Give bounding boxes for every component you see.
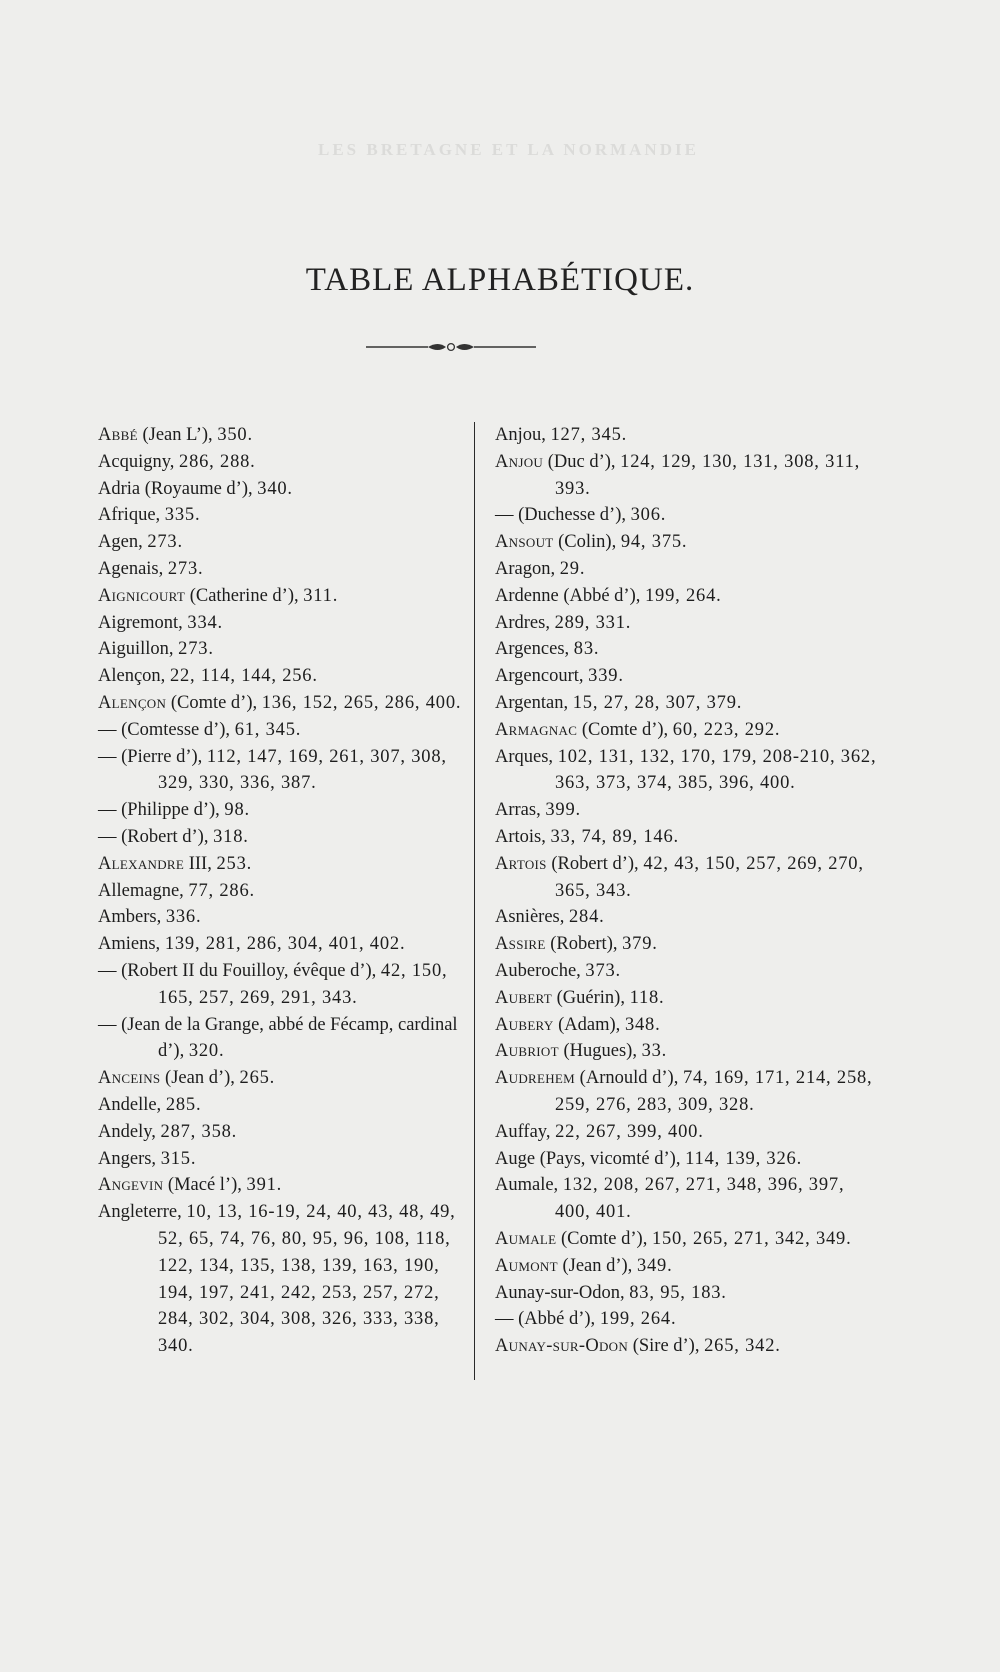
index-entry: [98, 610, 463, 637]
entry-page-numbers: 15, 27, 28, 307, 379.: [572, 692, 743, 713]
index-entry: [98, 1199, 463, 1360]
entry-label: Agenais,: [98, 558, 168, 579]
entry-label: Auffay,: [495, 1121, 556, 1142]
entry-page-numbers: 273.: [147, 532, 183, 553]
entry-label: (Robert d’),: [546, 853, 644, 874]
entry-label: Afrique,: [98, 505, 165, 526]
entry-surname: Anjou: [495, 451, 544, 472]
entry-page-numbers: 334.: [187, 612, 223, 633]
entry-label: Artois,: [495, 826, 551, 847]
entry-page-numbers: 399.: [545, 800, 581, 821]
entry-label: Argences,: [495, 639, 574, 660]
entry-page-numbers: 286, 288.: [179, 451, 256, 472]
index-entry: [495, 1119, 880, 1146]
entry-page-numbers: 118.: [629, 987, 665, 1008]
index-entry: [495, 502, 880, 529]
entry-label: (Comte d’),: [166, 692, 262, 713]
index-entry: [98, 797, 463, 824]
entry-label: Argentan,: [495, 692, 573, 713]
entry-surname: Ansout: [495, 532, 554, 553]
entry-label: Argencourt,: [495, 666, 589, 687]
show-through-heading: LES BRETAGNE ET LA NORMANDIE: [318, 140, 699, 159]
index-entry: [495, 1012, 880, 1039]
entry-surname: Alexandre: [98, 853, 185, 874]
entry-page-numbers: 124, 129, 130, 131, 308, 311, 393.: [555, 451, 861, 499]
index-entry: [495, 1146, 880, 1173]
entry-label: — (Robert d’),: [98, 826, 214, 847]
index-entry: [98, 663, 463, 690]
entry-surname: Armagnac: [495, 719, 578, 740]
entry-page-numbers: 139, 281, 286, 304, 401, 402.: [164, 934, 406, 955]
entry-page-numbers: 265, 342.: [704, 1336, 781, 1357]
entry-label: (Duc d’),: [543, 451, 621, 472]
entry-label: Aiguillon,: [98, 639, 179, 660]
index-entry: [98, 851, 463, 878]
entry-label: (Arnould d’),: [575, 1068, 683, 1089]
index-entry: [98, 878, 463, 905]
entry-label: (Adam),: [553, 1014, 625, 1035]
entry-label: (Jean L’),: [137, 425, 218, 445]
entry-surname: Aumale: [495, 1228, 557, 1249]
index-entry: [98, 1092, 463, 1119]
entry-label: Angers,: [98, 1148, 161, 1169]
index-entry: [495, 583, 880, 610]
entry-label: Andely,: [98, 1121, 161, 1142]
entry-page-numbers: 391.: [246, 1175, 283, 1196]
entry-label: Arras,: [495, 800, 546, 821]
index-entry: [98, 744, 463, 798]
entry-label: (Colin),: [553, 532, 621, 553]
index-entry: [495, 958, 880, 985]
entry-label: Ardenne (Abbé d’),: [495, 585, 645, 606]
entry-page-numbers: 253.: [216, 853, 253, 874]
entry-page-numbers: 114, 139, 326.: [685, 1148, 802, 1169]
entry-label: (Hugues),: [558, 1041, 642, 1062]
index-entry: [98, 1119, 463, 1146]
entry-label: — (Jean de la Grange, abbé de Fécamp, cardinal d’),: [98, 1014, 458, 1062]
entry-page-numbers: 150, 265, 271, 342, 349.: [651, 1228, 852, 1249]
entry-page-numbers: 33.: [641, 1041, 668, 1062]
index-entry: [495, 636, 880, 663]
entry-page-numbers: 311.: [303, 585, 339, 606]
index-entry: [495, 1038, 880, 1065]
entry-page-numbers: 98.: [224, 800, 250, 821]
entry-page-numbers: 29.: [559, 558, 586, 579]
index-entry: [98, 1146, 463, 1173]
entry-label: Angleterre,: [98, 1202, 187, 1223]
index-entry: [98, 824, 463, 851]
entry-page-numbers: 83, 95, 183.: [629, 1282, 727, 1303]
entry-page-numbers: 22, 267, 399, 400.: [555, 1121, 704, 1142]
index-entry: [98, 449, 463, 476]
entry-page-numbers: 373.: [585, 960, 621, 981]
index-entry: [98, 690, 463, 717]
entry-label: — (Duchesse d’),: [495, 505, 631, 526]
entry-page-numbers: 350.: [217, 425, 253, 445]
entry-page-numbers: 273.: [167, 558, 204, 579]
index-entry: [495, 824, 880, 851]
index-entry: [495, 690, 880, 717]
entry-page-numbers: 42, 150, 165, 257, 269, 291, 343.: [158, 960, 448, 1008]
entry-label: Auberoche,: [495, 960, 586, 981]
entry-page-numbers: 199, 264.: [645, 585, 722, 606]
index-entry: [495, 422, 880, 449]
entry-label: — (Robert II du Fouilloy, évêque d’),: [98, 960, 381, 981]
entry-label: Ardres,: [495, 612, 555, 633]
entry-page-numbers: 273.: [178, 639, 214, 660]
index-entry: [495, 1226, 880, 1253]
entry-page-numbers: 94, 375.: [620, 532, 688, 553]
entry-page-numbers: 42, 43, 150, 257, 269, 270, 365, 343.: [555, 853, 864, 901]
entry-page-numbers: 77, 286.: [188, 880, 255, 901]
entry-label: — (Pierre d’),: [98, 746, 207, 767]
index-entry: [495, 1172, 880, 1226]
entry-page-numbers: 339.: [588, 666, 624, 687]
entry-surname: Angevin: [98, 1175, 164, 1196]
index-entry: [98, 717, 463, 744]
entry-label: Acquigny,: [98, 451, 180, 472]
entry-page-numbers: 335.: [164, 505, 201, 526]
entry-label: (Comte d’),: [577, 719, 673, 740]
index-entry: [495, 663, 880, 690]
entry-label: Asnières,: [495, 907, 569, 928]
index-entry: [495, 851, 880, 905]
index-entry: [495, 556, 880, 583]
index-entry: [98, 556, 463, 583]
entry-page-numbers: 10, 13, 16-19, 24, 40, 43, 48, 49, 52, 65, 74, 76, 80, 95, 96, 108, 118, 122, 134, 135, 138, 139, 163, 190, 194, 197, 241, 242, 253, 257, 272, 284, 302, 304, 308, 326, 333, 338, 340.: [158, 1202, 456, 1357]
entry-surname: Artois: [495, 853, 547, 874]
entry-label: (Guérin),: [552, 987, 630, 1008]
entry-label: Adria (Royaume d’),: [98, 478, 258, 499]
entry-surname: Aignicourt: [98, 585, 186, 606]
entry-label: — (Philippe d’),: [98, 800, 225, 821]
entry-label: III,: [184, 853, 217, 874]
entry-page-numbers: 315.: [160, 1148, 197, 1169]
entry-surname: Alençon: [98, 692, 167, 713]
entry-page-numbers: 33, 74, 89, 146.: [550, 826, 679, 847]
index-entry: [495, 904, 880, 931]
index-entry: [495, 1280, 880, 1307]
entry-page-numbers: 112, 147, 169, 261, 307, 308, 329, 330, 336, 387.: [158, 746, 447, 794]
entry-label: Arques,: [495, 746, 558, 767]
entry-label: Anjou,: [495, 425, 551, 445]
entry-surname: Audrehem: [495, 1068, 576, 1089]
index-entry: [98, 583, 463, 610]
entry-page-numbers: 284.: [568, 907, 605, 928]
index-entry: [98, 1172, 463, 1199]
index-entry: [98, 931, 463, 958]
index-entry: [495, 717, 880, 744]
entry-label: Aragon,: [495, 558, 560, 579]
index-entry: [495, 985, 880, 1012]
entry-label: Amiens,: [98, 934, 165, 955]
entry-surname: Assire: [495, 934, 546, 955]
index-entry: [495, 797, 880, 824]
index-column-right: [495, 422, 880, 1360]
index-entry: [98, 476, 463, 503]
index-entry: [98, 636, 463, 663]
entry-page-numbers: 348.: [624, 1014, 661, 1035]
index-entry: [495, 744, 880, 798]
entry-label: Allemagne,: [98, 880, 189, 901]
entry-page-numbers: 132, 208, 267, 271, 348, 396, 397, 400, 401.: [555, 1175, 845, 1223]
entry-label: Agen,: [98, 532, 148, 553]
index-entry: [495, 610, 880, 637]
entry-label: (Comte d’),: [556, 1228, 652, 1249]
entry-page-numbers: 287, 358.: [160, 1121, 238, 1142]
entry-surname: Aubriot: [495, 1041, 559, 1062]
entry-label: (Robert),: [545, 934, 623, 955]
entry-page-numbers: 318.: [213, 826, 249, 847]
entry-label: Ambers,: [98, 907, 166, 928]
title-ornament-icon: [366, 337, 536, 357]
index-entry: [98, 422, 463, 449]
entry-label: (Sire d’),: [628, 1336, 705, 1357]
entry-page-numbers: 199, 264.: [599, 1309, 677, 1330]
entry-page-numbers: 285.: [165, 1094, 202, 1115]
index-entry: [495, 529, 880, 556]
entry-page-numbers: 336.: [165, 907, 202, 928]
entry-page-numbers: 60, 223, 292.: [672, 719, 781, 740]
entry-page-numbers: 306.: [630, 505, 667, 526]
entry-page-numbers: 136, 152, 265, 286, 400.: [261, 692, 462, 713]
entry-label: Aumale,: [495, 1175, 563, 1196]
entry-label: Andelle,: [98, 1094, 166, 1115]
index-entry: [98, 1012, 463, 1066]
entry-label: (Jean d’),: [557, 1255, 637, 1276]
entry-page-numbers: 127, 345.: [550, 425, 628, 445]
index-entry: [98, 502, 463, 529]
entry-page-numbers: 379.: [622, 934, 658, 955]
column-divider: [474, 422, 475, 1380]
entry-page-numbers: 265.: [239, 1068, 276, 1089]
entry-surname: Aubert: [495, 987, 552, 1008]
entry-label: — (Comtesse d’),: [98, 719, 235, 740]
entry-page-numbers: 289, 331.: [554, 612, 632, 633]
entry-label: Alençon,: [98, 666, 170, 687]
index-entry: [495, 449, 880, 503]
index-entry: [495, 1065, 880, 1119]
entry-page-numbers: 61, 345.: [234, 719, 302, 740]
entry-page-numbers: 74, 169, 171, 214, 258, 259, 276, 283, 309, 328.: [555, 1068, 873, 1115]
page-title: TABLE ALPHABÉTIQUE.: [305, 262, 695, 298]
entry-label: — (Abbé d’),: [495, 1309, 600, 1330]
entry-surname: Anceins: [98, 1068, 161, 1089]
entry-page-numbers: 340.: [257, 478, 293, 499]
entry-page-numbers: 22, 114, 144, 256.: [169, 666, 318, 687]
entry-page-numbers: 83.: [573, 639, 600, 660]
entry-page-numbers: 102, 131, 132, 170, 179, 208-210, 362, 363, 373, 374, 385, 396, 400.: [555, 746, 877, 794]
entry-surname: Aumont: [495, 1255, 558, 1276]
entry-page-numbers: 320.: [188, 1041, 225, 1062]
entry-surname: Aunay-sur-Odon: [495, 1336, 629, 1357]
entry-surname: Abbé: [98, 425, 138, 445]
index-column-left: [98, 422, 463, 1360]
entry-label: Auge (Pays, vicomté d’),: [495, 1148, 686, 1169]
index-entry: [495, 1253, 880, 1280]
entry-label: (Jean d’),: [160, 1068, 240, 1089]
index-entry: [495, 1333, 880, 1360]
entry-surname: Aubery: [495, 1014, 554, 1035]
entry-label: (Macé l’),: [163, 1175, 247, 1196]
entry-label: Aunay-sur-Odon,: [495, 1282, 630, 1303]
index-entry: [98, 529, 463, 556]
index-entry: [98, 1065, 463, 1092]
entry-label: (Catherine d’),: [185, 585, 304, 606]
index-entry: [98, 958, 463, 1012]
entry-label: Aigremont,: [98, 612, 188, 633]
entry-page-numbers: 349.: [636, 1255, 673, 1276]
index-entry: [495, 931, 880, 958]
index-entry: [98, 904, 463, 931]
index-entry: [495, 1306, 880, 1333]
